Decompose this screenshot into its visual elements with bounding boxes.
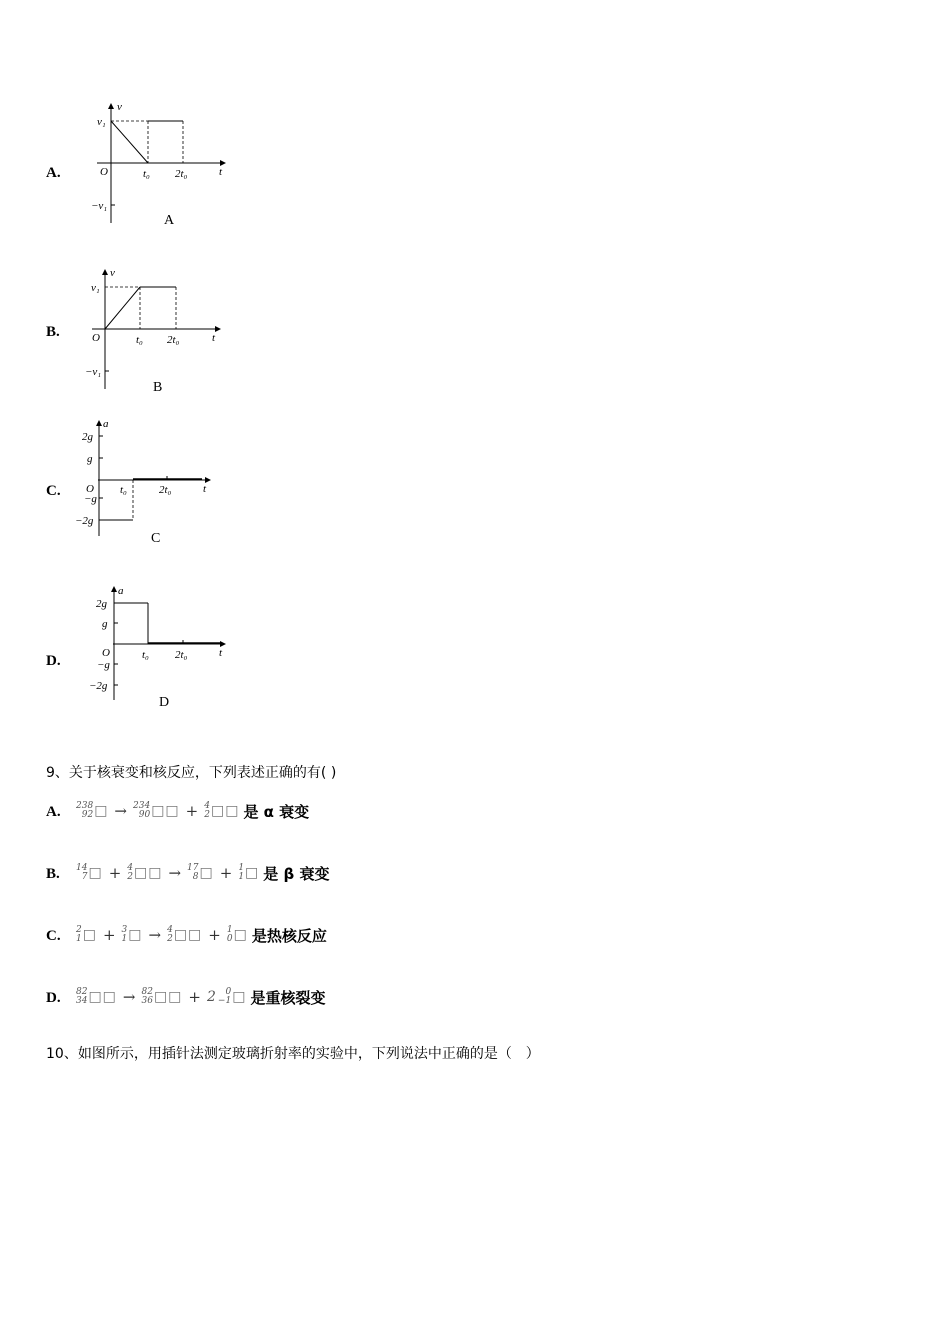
- origin-label: O: [100, 166, 108, 178]
- graph-b: [80, 264, 230, 396]
- plus-sign: +: [108, 864, 122, 882]
- reaction-arrow: →: [168, 864, 182, 882]
- graph-caption: C: [151, 531, 161, 546]
- xtick-t0: t₀: [120, 484, 127, 496]
- reaction-arrow: →: [114, 802, 127, 820]
- option-b-label[interactable]: B.: [46, 324, 60, 340]
- nuclide: 4 2 □□: [204, 801, 240, 820]
- xtick-2t0: 2t₀: [167, 334, 180, 346]
- nuclear-equation: [76, 856, 329, 890]
- nuclide: 1 0 □: [226, 925, 248, 944]
- ytick-g: g: [102, 618, 108, 630]
- graph-caption: D: [159, 695, 170, 710]
- ytick-neg-2g: −2g: [89, 680, 108, 692]
- nuclide: 2 1 □: [76, 925, 97, 944]
- y-axis-label: v: [110, 267, 115, 279]
- option-description: 是 β 衰变: [263, 864, 330, 883]
- reaction-arrow: →: [148, 926, 162, 944]
- nuclear-equation: [76, 980, 325, 1014]
- ytick-v1: v₁: [97, 116, 106, 128]
- ytick-neg-g: −g: [97, 659, 110, 671]
- origin-label: O: [92, 332, 100, 344]
- ytick-neg-v1: −v₁: [85, 366, 102, 378]
- ytick-2g: 2g: [82, 431, 93, 443]
- graph-c: [70, 416, 220, 550]
- question-9-stem: 9、关于核衰变和核反应，下列表述正确的有( ): [46, 765, 337, 781]
- plus-sign: +: [185, 802, 199, 820]
- question-10-stem: 10、如图所示，用插针法测定玻璃折射率的实验中，下列说法中正确的是（ ）: [46, 1046, 540, 1062]
- v-line-increase: [105, 287, 140, 329]
- xtick-2t0: 2t₀: [175, 649, 188, 661]
- x-axis-label: t: [219, 166, 223, 178]
- origin-label: O: [102, 647, 110, 659]
- ytick-v1: v₁: [91, 282, 100, 294]
- y-axis-label: a: [118, 585, 124, 597]
- nuclide: 4 2 □□: [167, 925, 203, 944]
- option-c-label[interactable]: C.: [46, 483, 61, 499]
- nuclide: 4 2 □□: [127, 863, 163, 882]
- plus-sign: +: [219, 864, 233, 882]
- v-line-decrease: [111, 121, 148, 163]
- coefficient: 2: [207, 989, 216, 1005]
- x-axis-label: t: [203, 483, 207, 495]
- option-letter: A.: [46, 804, 61, 820]
- ytick-neg-g: −g: [84, 493, 97, 505]
- option-letter: B.: [46, 866, 60, 882]
- graph-a: [85, 98, 235, 230]
- x-axis-label: t: [219, 647, 223, 659]
- option-letter: C.: [46, 928, 61, 944]
- option-description: 是热核反应: [251, 926, 327, 945]
- xtick-t0: t₀: [143, 168, 150, 180]
- option-letter: D.: [46, 990, 61, 1006]
- nuclide: 238 92 □: [76, 801, 109, 820]
- reaction-arrow: →: [122, 988, 136, 1006]
- plus-sign: +: [188, 988, 201, 1006]
- graph-caption: A: [164, 213, 175, 228]
- y-axis-label: v: [117, 101, 122, 113]
- xtick-t0: t₀: [136, 334, 143, 346]
- plus-sign: +: [208, 926, 221, 944]
- x-axis-label: t: [212, 332, 216, 344]
- y-axis-label: a: [103, 418, 109, 430]
- nuclide: 3 1 □: [121, 925, 143, 944]
- plus-sign: +: [102, 926, 116, 944]
- nuclear-equation: [76, 794, 309, 828]
- nuclide: 17 8 □: [187, 863, 214, 882]
- nuclide: 0 −1 □: [217, 987, 247, 1006]
- ytick-2g: 2g: [96, 598, 107, 610]
- option-d-label[interactable]: D.: [46, 653, 61, 669]
- graph-d: [85, 582, 235, 716]
- xtick-2t0: 2t₀: [175, 168, 188, 180]
- nuclide: 1 1 □: [238, 863, 260, 882]
- option-description: 是 α 衰变: [243, 802, 310, 821]
- nuclide: 82 34 □□: [76, 987, 117, 1006]
- nuclide: 14 7 □: [76, 863, 103, 882]
- origin-label: O: [86, 483, 94, 495]
- option-description: 是重核裂变: [250, 988, 326, 1007]
- xtick-2t0: 2t₀: [159, 484, 172, 496]
- ytick-neg-v1: −v₁: [91, 200, 108, 212]
- graph-caption: B: [153, 380, 163, 395]
- ytick-neg-2g: −2g: [75, 515, 94, 527]
- nuclide: 234 90 □□: [133, 801, 180, 820]
- option-a-label[interactable]: A.: [46, 165, 61, 181]
- ytick-g: g: [87, 453, 93, 465]
- nuclear-equation: [76, 918, 327, 952]
- nuclide: 82 36 □□: [141, 987, 183, 1006]
- xtick-t0: t₀: [142, 649, 149, 661]
